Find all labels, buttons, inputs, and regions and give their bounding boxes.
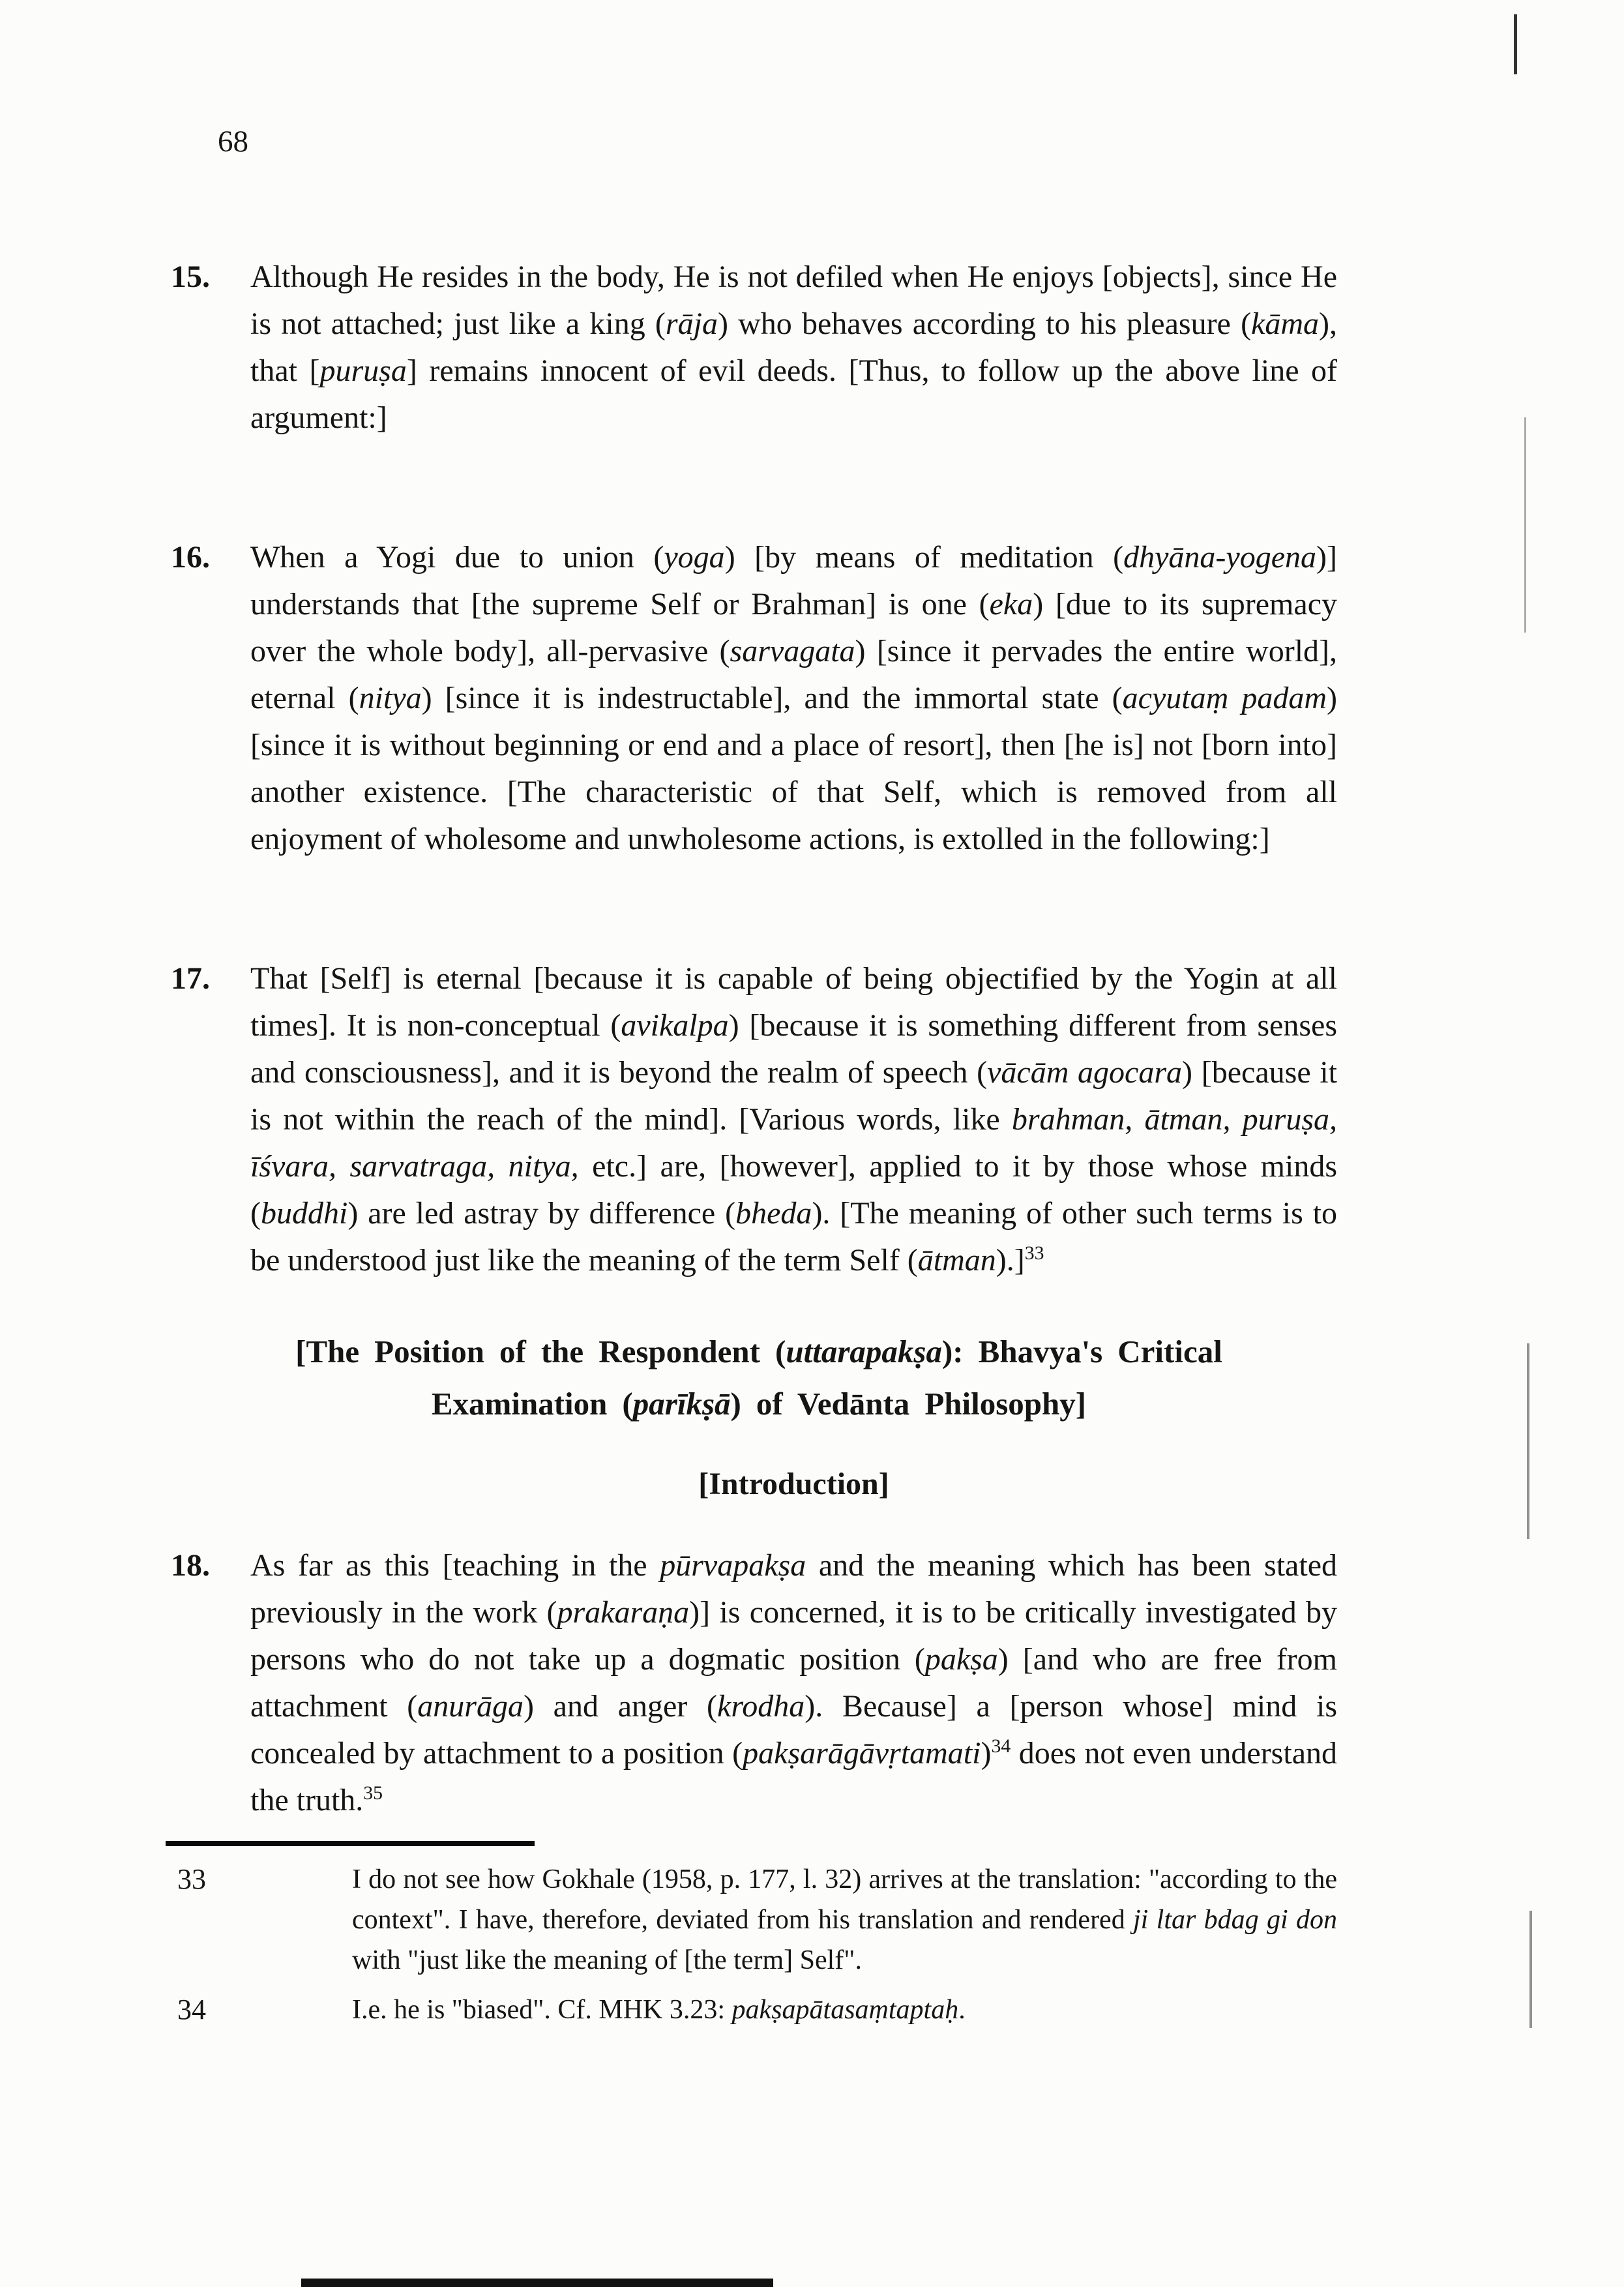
footnote-34 [171,1990,1337,2030]
footnote-33-text: I do not see how Gokhale (1958, p. 177, l. 32) arrives at the translation: "according to the context". I have, therefore, deviated from his translation and rendered ji ltar bdag gi don with "just like the meaning of [the term] Self". [352,1864,1337,1975]
footnote-34-text: I.e. he is "biased". Cf. MHK 3.23: pakṣapātasaṃtaptaḥ. [352,1995,966,2025]
paragraph-16-text: When a Yogi due to union (yoga) [by means of meditation (dhyāna-yogena)] understands that [the supreme Self or Brahman] is one (eka) [due to its supremacy over the whole body], all-pervasive (sarvagata) [since it pervades the entire world], eternal (nitya) [since it is indestructable], and the immortal state (acyutaṃ padam) [since it is without beginning or end and a place of resort], then [he is] not [born into] another existence. [The characteristic of that Self, which is removed from all enjoyment of wholesome and unwholesome actions, is extolled in the following:] [250,540,1338,856]
footnote-34-number: 34 [177,1994,206,2025]
paragraph-15 [171,254,1337,441]
paragraph-15-text: Although He resides in the body, He is not defiled when He enjoys [objects], since He is not attached; just like a king (rāja) who behaves according to his pleasure (kāma), that [puruṣa] remains innocent of evil deeds. [Thus, to follow up the above line of argument:] [250,260,1338,435]
footnote-33-number: 33 [177,1863,206,1895]
paragraph-17 [171,955,1337,1284]
paragraph-17-number: 17. [171,961,210,996]
page-number: 68 [218,125,248,158]
introduction-heading: [Introduction] [698,1467,889,1501]
footnote-separator-rule [166,1841,535,1846]
paragraph-16-number: 16. [171,540,210,575]
paragraph-18-text: As far as this [teaching in the pūrvapakṣa and the meaning which has been stated previously in the work (prakaraṇa)] is concerned, it is to be critically investigated by persons who do not take up a dogmatic position (pakṣa) [and who are free from attachment (anurāga) and anger (krodha). Because] a [person whose] mind is concealed by attachment to a position (pakṣarāgāvṛtamati)$^{34}$ does not even understand the truth.$^{35}$ [250,1548,1338,1817]
paragraph-18-number: 18. [171,1548,210,1583]
paragraph-16 [171,534,1337,863]
paragraph-15-number: 15. [171,260,210,294]
footnote-33 [171,1859,1337,1981]
section-heading: [The Position of the Respondent (uttarapakṣa): Bhavya's Critical Examination (parīkṣā) of Vedānta Philosophy] [295,1334,1222,1422]
paragraph-18 [171,1542,1337,1824]
paragraph-17-text: That [Self] is eternal [because it is capable of being objectified by the Yogin at all times]. It is non-conceptual (avikalpa) [because it is something different from senses and consciousness], and it is beyond the realm of speech (vācām agocara) [because it is not within the reach of the mind]. [Various words, like brahman, ātman, puruṣa, īśvara, sarvatraga, nitya, etc.] are, [however], applied to it by those whose minds (buddhi) are led astray by difference (bheda). [The meaning of other such terms is to be understood just like the meaning of the term Self (ātman).]$^{33}$ [250,961,1338,1278]
